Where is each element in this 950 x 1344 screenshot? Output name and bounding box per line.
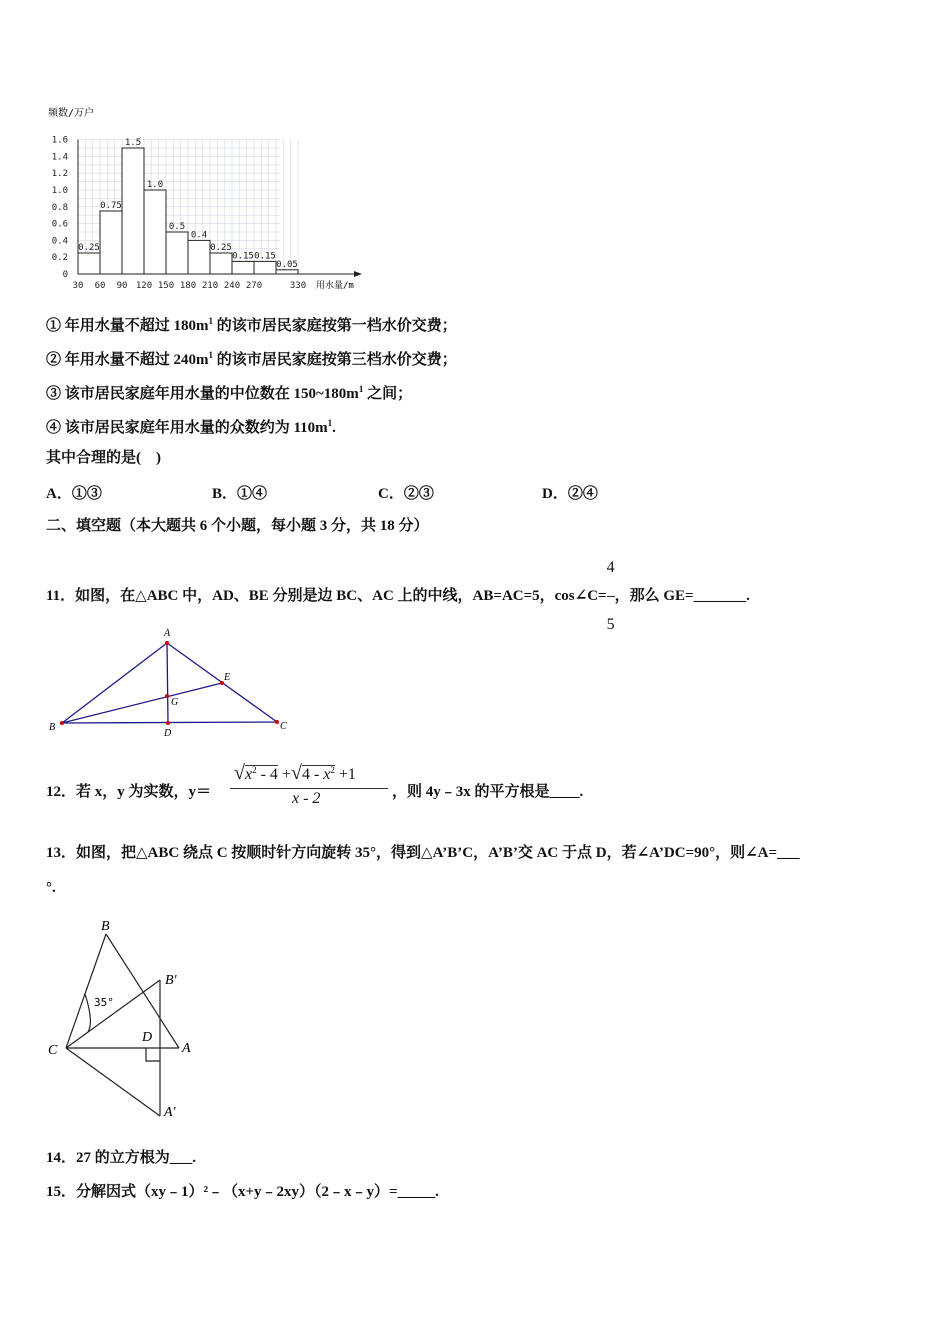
statement-3: ③ 该市居民家庭年用水量的中位数在 $150\sim 180m^1$ 之间； [46, 384, 413, 402]
question-13-line1: 13．如图，把△ABC 绕点 C 按顺时针方向旋转 35°，得到△A’B’C，A’B’交 AC 于点 D，若∠A’DC=90°，则∠A=___ [46, 845, 800, 861]
x-tick-label: 210 [201, 281, 219, 291]
bar-label-3: 1.0 [146, 180, 164, 190]
x-axis-arrow [354, 271, 362, 277]
bar-7 [232, 261, 254, 274]
histogram-chart [36, 102, 396, 292]
x-tick-label: 90 [116, 281, 128, 291]
y-tick-label: 0.8 [51, 202, 68, 213]
question-12-tail: ，则 4y﹣3x 的平方根是____. [392, 784, 584, 800]
y-axis-label: 频数/万户 [48, 108, 95, 119]
q12-fraction: $√x^2 - 4 +√4 - x^2 +1$ x - 2 [230, 760, 390, 812]
statement-4: ④ 该市居民家庭年用水量的众数约为 $110m^1$. [46, 418, 336, 436]
label-C: C [280, 721, 287, 732]
y-tick-label: 1.0 [51, 186, 68, 196]
bar-8 [254, 261, 276, 274]
x-tick-label: 60 [94, 281, 106, 291]
label-A: A [182, 1041, 191, 1056]
angle-label: 35° [94, 996, 114, 1009]
label-G: G [171, 697, 179, 708]
bar-label-4: 0.5 [168, 222, 186, 232]
x-tick-label: 150 [157, 281, 175, 291]
x-tick-label: 180 [179, 281, 197, 291]
question-12: 12．若 x，y 为实数，y＝ [46, 784, 212, 800]
label-D: D [142, 1030, 153, 1045]
bar-4 [166, 232, 188, 274]
x-axis-label: 用水量/m [316, 281, 354, 291]
x-tick-label: 120 [135, 281, 153, 291]
bar-label-1: 0.75 [100, 201, 122, 211]
option-a: A．①③ [46, 486, 102, 502]
label-E: E [224, 672, 231, 683]
label-A: A [164, 628, 171, 639]
label-A-prime: A' [164, 1105, 176, 1120]
bar-label-6: 0.25 [210, 243, 232, 253]
bar-label-7: 0.15 [232, 251, 254, 262]
bar-1 [100, 211, 122, 274]
bar-label-0: 0.25 [78, 243, 100, 253]
y-tick-label: 1.6 [51, 135, 68, 146]
bar-label-8: 0.15 [254, 251, 276, 262]
cos-fraction: $\frac{4}{5}$ [607, 540, 615, 653]
rotation-figure-13 [44, 916, 214, 1126]
question-13-line2: °. [46, 880, 56, 896]
section-heading: 二、填空题（本大题共 6 个小题，每小题 3 分，共 18 分） [46, 518, 429, 534]
bar-2 [122, 148, 144, 274]
y-tick-label: 0.6 [51, 219, 68, 230]
bar-0 [78, 253, 100, 274]
question-prompt: 其中合理的是( ) [46, 450, 161, 466]
bar-3 [144, 190, 166, 274]
y-tick-label: 0.4 [51, 236, 68, 247]
option-d: D．②④ [542, 486, 598, 502]
bar-9 [276, 270, 298, 274]
bar-label-5: 0.4 [190, 230, 208, 241]
triangle-figure-11 [44, 626, 304, 741]
statement-1: ① 年用水量不超过 $180m^1$ 的该市居民家庭按第一档水价交费； [46, 316, 457, 334]
bar-5 [188, 240, 210, 274]
y-tick-label: 0.2 [51, 253, 68, 264]
label-C: C [48, 1043, 58, 1058]
label-B: B [49, 722, 56, 733]
option-c: C．②③ [378, 486, 434, 502]
bar-label-9: 0.05 [276, 259, 298, 270]
bar-6 [210, 253, 232, 274]
label-D: D [164, 728, 172, 739]
label-B-prime: B' [165, 973, 177, 988]
x-tick-label: 240 [223, 281, 241, 291]
bar-label-2: 1.5 [124, 138, 142, 148]
question-15: 15．分解因式（xy﹣1）²﹣（x+y﹣2xy）（2﹣x﹣y）=_____. [46, 1184, 439, 1200]
statement-2: ② 年用水量不超过 $240m^1$ 的该市居民家庭按第三档水价交费； [46, 350, 457, 368]
y-tick-label: 0 [62, 270, 68, 280]
option-b: B．①④ [212, 486, 268, 502]
question-11: 11．如图，在△ABC 中，AD、BE 分别是边 BC、AC 上的中线，AB=AC=5，cos∠C= $\frac{4}{5}$ ，那么 GE=_______. [46, 540, 750, 653]
x-tick-label: 270 [245, 281, 263, 291]
x-tick-label: 330 [289, 281, 307, 291]
x-tick-label: 30 [72, 281, 84, 291]
label-B: B [101, 919, 110, 934]
question-14: 14．27 的立方根为___. [46, 1150, 197, 1166]
y-tick-label: 1.4 [51, 152, 68, 163]
y-tick-label: 1.2 [51, 169, 68, 180]
